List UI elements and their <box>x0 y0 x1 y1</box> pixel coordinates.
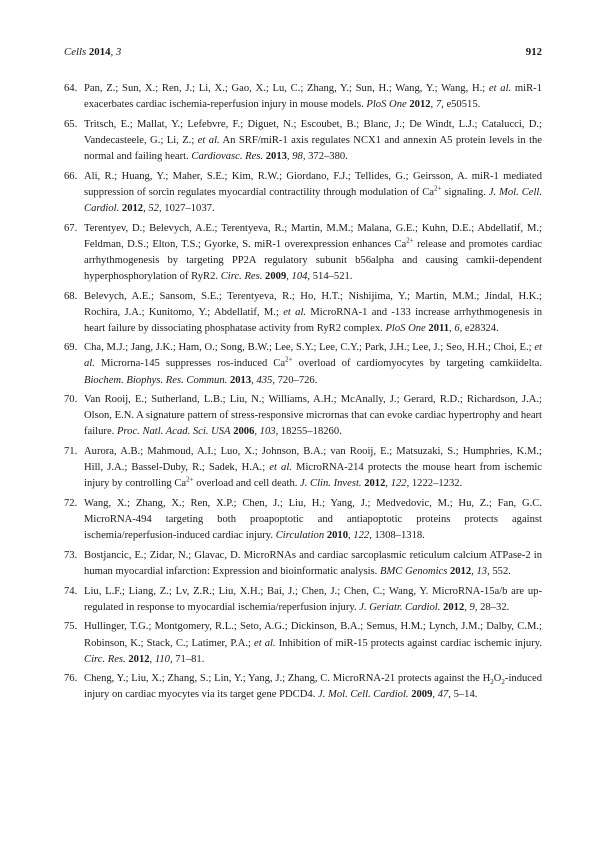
reference-pages: 28–32. <box>480 601 510 613</box>
reference-number: 65. <box>64 118 78 130</box>
reference-year: 2011 <box>428 322 450 334</box>
reference-journal: J. Mol. Cell. Cardiol. <box>318 689 409 701</box>
reference-volume: 6 <box>454 322 460 334</box>
reference-volume: 7 <box>435 99 442 111</box>
reference-journal: J. Mol. Cell. Cardiol. <box>84 186 543 214</box>
running-header <box>64 46 542 62</box>
reference-volume: 9 <box>469 601 475 613</box>
reference-title-end: overload of cardiomyocytes by targeting camkiidelta. <box>292 358 542 370</box>
reference-year: 2009 <box>265 270 287 282</box>
reference-year: 2006 <box>233 426 255 438</box>
reference-title-start: Cheng, Y.; Liu, X.; Zhang, S.; Lin, Y.; Yang, J.; Zhang, C. MicroRNA-21 protects against the H <box>84 673 491 685</box>
reference-title: Liu, L.F.; Liang, Z.; Lv, Z.R.; Liu, X.H.; Bai, J.; Chen, J.; Chen, C.; Wang, Y. MicroRNA-15a/b are up-regulated in response to myocardial ischemia/reperfusion injury. <box>84 585 542 613</box>
reference-year: 2013 <box>265 150 287 162</box>
reference-journal: Circ. Res. <box>84 653 126 665</box>
reference-year: 2010 <box>326 530 348 542</box>
reference-pages: 514–521. <box>312 270 353 282</box>
reference-volume: 122 <box>353 530 370 542</box>
reference-authors: Hullinger, T.G.; Montgomery, R.L.; Seto, A.G.; Dickinson, B.A.; Semus, H.M.; Lynch, J.M.; Dalby, C.M.; Robinson, K.; Stack, C.; Latimer, P.A.; <box>84 621 542 649</box>
subscript: 2 <box>490 678 494 687</box>
reference-authors: Aurora, A.B.; Mahmoud, A.I.; Luo, X.; Johnson, B.A.; van Rooij, E.; Matsuzaki, S.; Humphries, K.M.; Hill, J.A.; Bassel-Duby, R.; Sadek, H.A.; <box>84 446 542 474</box>
reference-pages: 1308–1318. <box>374 530 425 542</box>
reference-etal: et al. <box>254 637 276 649</box>
reference-authors: Tritsch, E.; Mallat, Y.; Lefebvre, F.; Diguet, N.; Escoubet, B.; Blanc, J.; De Windt, L.J.; Catalucci, D.; Vandecasteele, G.; Li, Z.; <box>84 118 542 146</box>
reference-item: 74. Liu, L.F.; Liang, Z.; Lv, Z.R.; Liu, X.H.; Bai, J.; Chen, J.; Chen, C.; Wang, Y. MicroRNA-15a/b are up-regulated in response to myocardial ischemia/reperfusion injury. J. Geriatr. Cardiol. 2012, 9, 28–32. <box>64 585 542 613</box>
reference-number: 69. <box>64 342 78 354</box>
reference-number: 66. <box>64 170 78 182</box>
reference-item: 76. Cheng, Y.; Liu, X.; Zhang, S.; Lin, Y.; Yang, J.; Zhang, C. MicroRNA-21 protects against the $H_2O_2$-induced injury on cardiac myocytes via its target gene PDCD4. J. Mol. Cell. Cardiol. 2009, 47, 5–14. <box>64 673 542 701</box>
reference-title-start: Terentyev, D.; Belevych, A.E.; Terentyeva, R.; Martin, M.M.; Malana, G.E.; Kuhn, D.E.; Abdellatif, M.; Feldman, D.S.; Elton, T.S.; Gyorke, S. miR-1 overexpression enhances Ca <box>84 222 542 250</box>
reference-title-mid: O <box>493 673 502 685</box>
reference-item: 75. Hullinger, T.G.; Montgomery, R.L.; Seto, A.G.; Dickinson, B.A.; Semus, H.M.; Lynch, J.M.; Dalby, C.M.; Robinson, K.; Stack, C.; Latimer, P.A.; et al. Inhibition of miR-15 protects against cardiac ischemic injury. Circ. Res. 2012, 110, 71–81. <box>64 621 542 665</box>
reference-volume: 435 <box>256 374 273 386</box>
reference-volume: 103 <box>259 426 276 438</box>
reference-number: 68. <box>64 290 78 302</box>
reference-etal: et al. <box>197 134 220 146</box>
superscript: 2+ <box>433 184 442 193</box>
reference-number: 70. <box>64 394 78 406</box>
journal-citation <box>64 46 121 58</box>
reference-item: 71. Aurora, A.B.; Mahmoud, A.I.; Luo, X.; Johnson, B.A.; van Rooij, E.; Matsuzaki, S.; Humphries, K.M.; Hill, J.A.; Bassel-Duby, R.; Sadek, H.A.; et al. MicroRNA-214 protects the mouse heart from ischemic injury by controlling $Ca^{2+}$ overload and cell death. J. Clin. Invest. 2012, 122, 1222–1232. <box>64 446 542 490</box>
reference-title-start: Ali, R.; Huang, Y.; Maher, S.E.; Kim, R.W.; Giordano, F.J.; Tellides, G.; Geirsson, A. miR-1 mediated suppression of sorcin regulates myocardial contractility through modulation of Ca <box>84 170 542 198</box>
reference-volume: 52 <box>148 202 159 214</box>
reference-title: miR-1 exacerbates cardiac ischemia-reperfusion injury in mouse models. <box>84 83 542 111</box>
reference-item: 73. Bostjancic, E.; Zidar, N.; Glavac, D. MicroRNAs and cardiac sarcoplasmic reticulum calcium ATPase-2 in human myocardial infarction: Expression and bioinformatic analysis. BMC Genomics 2012, 13, 552. <box>64 549 542 577</box>
reference-number: 73. <box>64 549 78 561</box>
reference-volume: 98 <box>292 150 303 162</box>
reference-etal: et al. <box>283 306 307 318</box>
reference-volume: 122 <box>390 478 407 490</box>
reference-journal: J. Clin. Invest. <box>300 478 362 490</box>
reference-authors: Cha, M.J.; Jang, J.K.; Ham, O.; Song, B.W.; Lee, S.Y.; Lee, C.Y.; Park, J.H.; Lee, J.; Seo, H.H.; Choi, E.; <box>84 342 535 354</box>
reference-journal: BMC Genomics <box>379 565 448 577</box>
reference-etal: et al. <box>488 83 512 94</box>
reference-year: 2009 <box>411 689 433 701</box>
journal-volume: , 3 <box>110 46 122 58</box>
reference-title: An SRF/miR-1 axis regulates NCX1 and annexin A5 protein levels in the normal and failing heart. <box>84 134 543 162</box>
reference-title-end: overload and cell death. <box>193 478 301 490</box>
reference-year: 2012 <box>121 202 144 214</box>
reference-year: 2013 <box>229 374 252 386</box>
reference-pages: 18255–18260. <box>280 426 342 438</box>
reference-title-start: Microrna-145 suppresses ros-induced Ca <box>94 358 286 370</box>
page-number: 912 <box>525 46 542 58</box>
reference-number: 71. <box>64 446 78 458</box>
reference-authors: Pan, Z.; Sun, X.; Ren, J.; Li, X.; Gao, X.; Lu, C.; Zhang, Y.; Sun, H.; Wang, Y.; Wang, H.; <box>84 83 489 94</box>
reference-pages: e50515. <box>446 99 481 111</box>
reference-number: 75. <box>64 621 78 633</box>
reference-journal: PloS One <box>366 99 407 111</box>
reference-pages: 552. <box>492 565 511 577</box>
reference-number: 64. <box>64 83 78 94</box>
reference-volume: 110 <box>154 653 170 665</box>
reference-journal: Biochem. Biophys. Res. Commun. <box>84 374 228 386</box>
reference-item: 65. Tritsch, E.; Mallat, Y.; Lefebvre, F.; Diguet, N.; Escoubet, B.; Blanc, J.; De Windt, L.J.; Catalucci, D.; Vandecasteele, G.; Li, Z.; et al. An SRF/miR-1 axis regulates NCX1 and annexin A5 protein levels in the normal and failing heart. Cardiovasc. Res. 2013, 98, 372–380. <box>64 118 543 162</box>
reference-journal: Circulation <box>275 530 325 542</box>
reference-year: 2012 <box>409 99 431 111</box>
superscript: 2+ <box>285 355 293 364</box>
reference-pages: 1222–1232. <box>411 478 463 490</box>
reference-pages: 71–81. <box>175 653 205 665</box>
reference-etal: et al. <box>84 342 542 370</box>
reference-year: 2012 <box>128 653 150 665</box>
reference-title: MicroRNA-1 and -133 increase arrhythmogenesis in heart failure by dissociating phosphatase activity from RyR2 complex. <box>84 306 542 334</box>
subscript: 2 <box>501 678 505 687</box>
reference-pages: e28324. <box>464 322 499 334</box>
reference-journal: Proc. Natl. Acad. Sci. USA <box>116 426 231 438</box>
reference-journal: J. Geriatr. Cardiol. <box>359 601 441 613</box>
reference-item: 69. Cha, M.J.; Jang, J.K.; Ham, O.; Song, B.W.; Lee, S.Y.; Lee, C.Y.; Park, J.H.; Lee, J.; Seo, H.H.; Choi, E.; et al. Microrna-145 suppresses ros-induced $Ca^{2+}$ overload of cardiomyocytes by targeting camkiidelta. Biochem. Biophys. Res. Commun. 2013, 435, 720–726. <box>64 342 542 386</box>
reference-pages: 720–726. <box>277 374 318 386</box>
reference-journal: Circ. Res. <box>220 270 263 282</box>
reference-item: 70. Van Rooij, E.; Sutherland, L.B.; Liu, N.; Williams, A.H.; McAnally, J.; Gerard, R.D.; Richardson, J.A.; Olson, E.N. A signature pattern of stress-responsive micrornas that can evoke cardiac hypertrophy and heart failure. Proc. Natl. Acad. Sci. USA 2006, 103, 18255–18260. <box>64 394 542 438</box>
reference-pages: 5–14. <box>453 689 478 701</box>
reference-item: 67. Terentyev, D.; Belevych, A.E.; Terentyeva, R.; Martin, M.M.; Malana, G.E.; Kuhn, D.E.; Abdellatif, M.; Feldman, D.S.; Elton, T.S.; Gyorke, S. miR-1 overexpression enhances $Ca^{2+}$ release and promotes cardiac arrhythmogenesis by targeting PP2A regulatory subunit b56alpha and causing camkii-dependent hyperphosphorylation of RyR2. Circ. Res. 2009, 104, 514–521. <box>64 222 543 282</box>
reference-journal: PloS One <box>385 322 426 334</box>
superscript: 2+ <box>186 475 194 484</box>
reference-number: 76. <box>64 673 78 685</box>
journal-name: Cells <box>64 46 87 58</box>
reference-title-end: signaling. <box>441 186 489 198</box>
superscript: 2+ <box>406 236 414 245</box>
reference-list <box>64 81 542 707</box>
reference-title-end: -induced injury on cardiac myocytes via its target gene PDCD4. <box>84 673 542 701</box>
reference-item: 64. Pan, Z.; Sun, X.; Ren, J.; Li, X.; Gao, X.; Lu, C.; Zhang, Y.; Sun, H.; Wang, Y.; Wang, H.; et al. miR-1 exacerbates cardiac ischemia-reperfusion injury in mouse models. PloS One 2012, 7, e50515. <box>64 83 542 111</box>
reference-title: Van Rooij, E.; Sutherland, L.B.; Liu, N.; Williams, A.H.; McAnally, J.; Gerard, R.D.; Richardson, J.A.; Olson, E.N. A signature pattern of stress-responsive micrornas that can evoke cardiac hypertrophy and heart failure. <box>84 394 542 438</box>
reference-pages: 1027–1037. <box>164 202 215 214</box>
reference-title-end: release and promotes cardiac arrhythmogenesis by targeting PP2A regulatory subunit b56alpha and causing camkii-dependent hyperphosphorylation of RyR2. <box>84 238 543 282</box>
reference-volume: 47 <box>437 689 449 701</box>
reference-item: 66. Ali, R.; Huang, Y.; Maher, S.E.; Kim, R.W.; Giordano, F.J.; Tellides, G.; Geirsson, A. miR-1 mediated suppression of sorcin regulates myocardial contractility through modulation of $Ca^{2+}$ signaling. J. Mol. Cell. Cardiol. 2012, 52, 1027–1037. <box>64 170 543 214</box>
reference-year: 2012 <box>450 565 472 577</box>
reference-item: 68. Belevych, A.E.; Sansom, S.E.; Terentyeva, R.; Ho, H.T.; Nishijima, Y.; Martin, M.M.; Jindal, H.K.; Rochira, J.A.; Kunitomo, Y.; Abdellatif, M.; et al. MicroRNA-1 and -133 increase arrhythmogenesis in heart failure by dissociating phosphatase activity from RyR2 complex. PloS One 2011, 6, e28324. <box>64 290 542 334</box>
reference-etal: et al. <box>269 462 292 474</box>
reference-volume: 13 <box>476 565 488 577</box>
reference-pages: 372–380. <box>308 150 348 162</box>
reference-title: Bostjancic, E.; Zidar, N.; Glavac, D. MicroRNAs and cardiac sarcoplasmic reticulum calcium ATPase-2 in human myocardial infarction: Expression and bioinformatic analysis. <box>84 549 542 577</box>
reference-journal: Cardiovasc. Res. <box>191 150 264 162</box>
reference-title: Inhibition of miR-15 protects against cardiac ischemic injury. <box>275 637 542 649</box>
reference-authors: Belevych, A.E.; Sansom, S.E.; Terentyeva, R.; Ho, H.T.; Nishijima, Y.; Martin, M.M.; Jindal, H.K.; Rochira, J.A.; Kunitomo, Y.; Abdellatif, M.; <box>84 290 542 318</box>
reference-year: 2012 <box>443 601 465 613</box>
reference-title-start: MicroRNA-214 protects the mouse heart from ischemic injury by controlling Ca <box>84 462 542 490</box>
reference-year: 2012 <box>364 478 386 490</box>
reference-number: 74. <box>64 585 78 597</box>
reference-title: Wang, X.; Zhang, X.; Ren, X.P.; Chen, J.; Liu, H.; Yang, J.; Medvedovic, M.; Hu, Z.; Fan, G.C. MicroRNA-494 targeting both proapoptotic and antiapoptotic proteins protects against ischemia/reperfusion-induced cardiac injury. <box>84 498 542 542</box>
reference-number: 72. <box>64 498 78 509</box>
reference-number: 67. <box>64 222 78 234</box>
reference-volume: 104 <box>291 270 308 282</box>
reference-item: 72. Wang, X.; Zhang, X.; Ren, X.P.; Chen, J.; Liu, H.; Yang, J.; Medvedovic, M.; Hu, Z.; Fan, G.C. MicroRNA-494 targeting both proapoptotic and antiapoptotic proteins protects against ischemia/reperfusion-induced cardiac injury. Circulation 2010, 122, 1308–1318. <box>64 498 542 542</box>
journal-year: 2014 <box>88 46 111 58</box>
